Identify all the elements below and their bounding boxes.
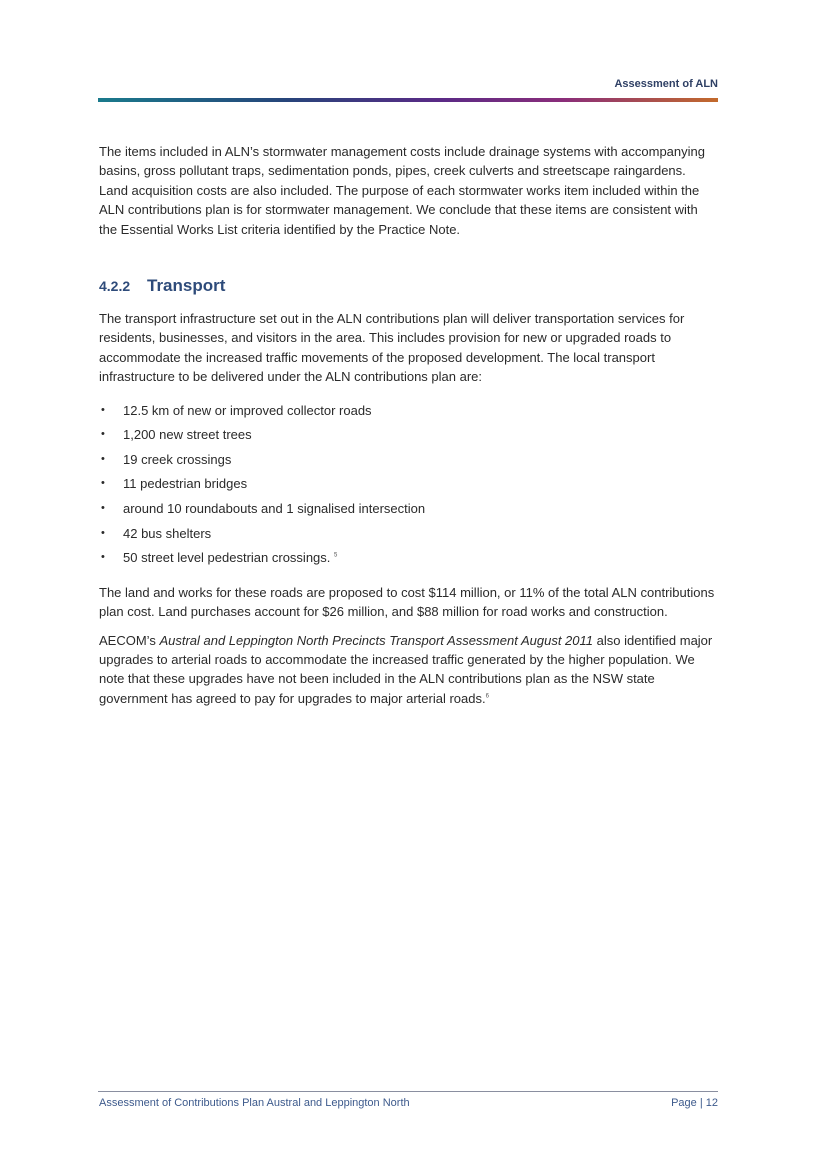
bullet-icon: •	[101, 403, 105, 416]
list-item	[99, 548, 717, 573]
footer-page-number: Page | 12	[671, 1097, 718, 1109]
list-item	[99, 474, 717, 499]
list-item	[99, 425, 717, 450]
bullet-icon: •	[101, 502, 105, 515]
transport-paragraph: The transport infrastructure set out in the ALN contributions plan will deliver transportation services for residents, businesses, and visitors in the area. This includes provision for new or upgraded roads to accommodate the increased traffic movements of the proposed development. The local transport infrastructure to be delivered under the ALN contributions plan are:	[99, 311, 685, 385]
aecom-paragraph-body: also identified major upgrades to arterial roads to accommodate the increased traffic generated by the higher population. We note that these upgrades have not been included in the ALN contributions plan as the NSW state government has agreed to pay for upgrades to major arterial roads.	[99, 632, 713, 706]
list-item	[99, 401, 717, 426]
list-item-text: 50 street level pedestrian crossings.	[123, 550, 331, 566]
list-item	[99, 499, 717, 524]
footer-divider	[98, 1091, 718, 1092]
page-content	[99, 142, 717, 717]
section-number: 4.2.2	[99, 278, 131, 295]
section-heading	[99, 275, 717, 297]
list-item	[99, 524, 717, 549]
list-item-text: around 10 roundabouts and 1 signalised intersection	[123, 501, 426, 517]
aecom-paragraph-prefix: AECOM’s	[99, 632, 160, 648]
cost-paragraph: The land and works for these roads are proposed to cost $114 million, or 11% of the total ALN contributions plan cost. Land purchases account for $26 million, and $88 million for road works and construction.	[99, 584, 715, 620]
bullet-icon: •	[101, 452, 105, 465]
list-item-text: 1,200 new street trees	[123, 427, 252, 443]
list-item-text: 19 creek crossings	[123, 451, 232, 467]
report-title: Austral and Leppington North Precincts Transport Assessment August 2011	[159, 632, 594, 648]
header-gradient-rule	[98, 98, 718, 102]
footer-document-title: Assessment of Contributions Plan Austral and Leppington North	[99, 1097, 410, 1109]
aecom-paragraph	[99, 631, 717, 709]
bullet-icon: •	[101, 551, 105, 564]
running-header-title: Assessment of ALN	[614, 78, 718, 90]
bullet-icon: •	[101, 526, 105, 539]
bullet-icon: •	[101, 428, 105, 441]
list-item-text: 42 bus shelters	[123, 525, 212, 541]
intro-paragraph: The items included in ALN’s stormwater management costs include drainage systems with accompanying basins, gross pollutant traps, sedimentation ponds, pipes, creek culverts and streetscape raingardens. Land acquisition costs are also included. The purpose of each stormwater works item included within the ALN contributions plan is for stormwater management. We conclude that these items are consistent with the Essential Works List criteria identified by the Practice Note.	[99, 144, 705, 237]
list-item-text: 12.5 km of new or improved collector roads	[123, 402, 372, 418]
list-item	[99, 450, 717, 475]
bullet-icon: •	[101, 477, 105, 490]
transport-infrastructure-list	[99, 401, 717, 573]
section-title: Transport	[147, 276, 226, 296]
list-item-text: 11 pedestrian bridges	[123, 476, 248, 492]
footnote-marker[interactable]: 6	[485, 693, 489, 700]
footnote-marker[interactable]: 5	[334, 552, 338, 559]
